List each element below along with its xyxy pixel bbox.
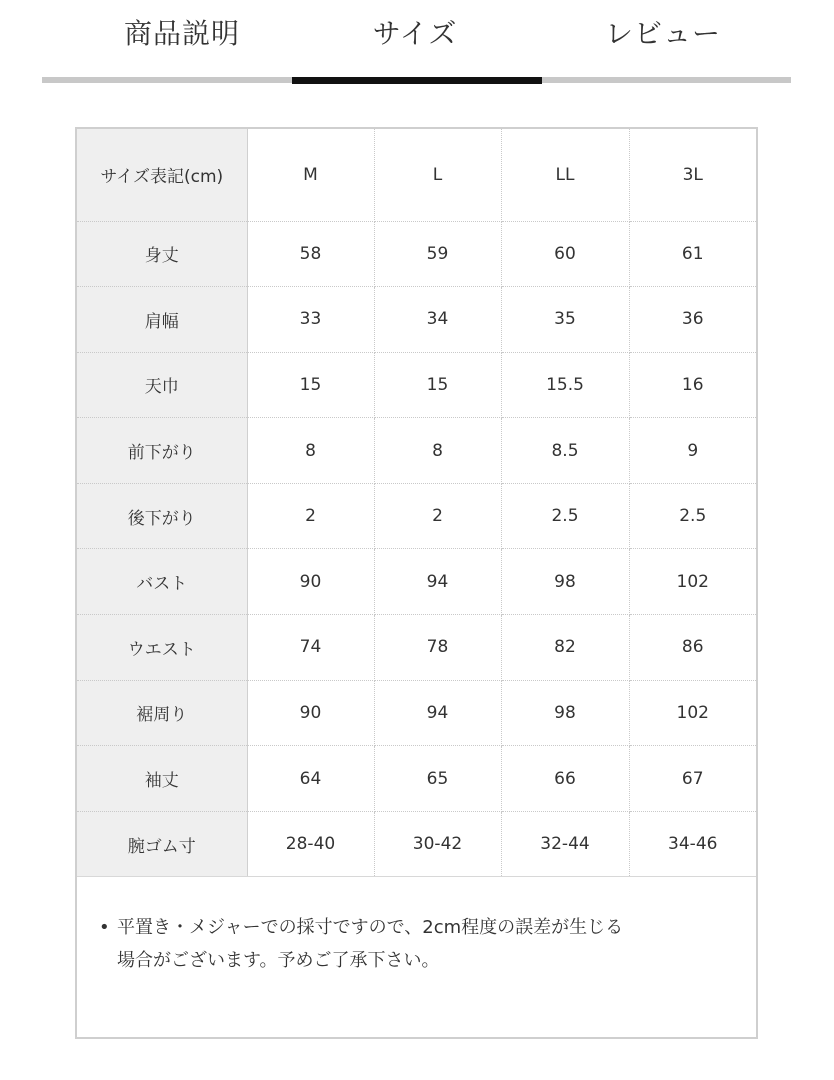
size-panel bbox=[75, 127, 758, 1039]
row-label: 身丈 bbox=[77, 221, 247, 287]
row-label: 腕ゴム寸 bbox=[77, 811, 247, 877]
note-bullet: • bbox=[99, 917, 110, 938]
tab-product-description[interactable]: 商品説明 bbox=[123, 17, 240, 50]
table-cell: 65 bbox=[374, 746, 501, 812]
table-cell: 28-40 bbox=[247, 811, 374, 877]
row-label: 袖丈 bbox=[77, 746, 247, 812]
table-cell: 2.5 bbox=[501, 483, 629, 549]
row-label: 後下がり bbox=[77, 483, 247, 549]
table-cell: 98 bbox=[501, 549, 629, 615]
tab-bar bbox=[0, 0, 834, 90]
table-row bbox=[77, 483, 756, 549]
row-label: ウエスト bbox=[77, 615, 247, 681]
tab-size[interactable]: サイズ bbox=[372, 17, 458, 50]
table-cell: 9 bbox=[629, 418, 756, 484]
table-row bbox=[77, 549, 756, 615]
table-cell: 33 bbox=[247, 287, 374, 353]
table-cell: 74 bbox=[247, 615, 374, 681]
size-header-m: M bbox=[247, 129, 374, 221]
table-cell: 98 bbox=[501, 680, 629, 746]
table-cell: 15.5 bbox=[501, 352, 629, 418]
table-cell: 34-46 bbox=[629, 811, 756, 877]
table-header-row bbox=[77, 129, 756, 221]
table-cell: 102 bbox=[629, 680, 756, 746]
table-row bbox=[77, 418, 756, 484]
row-label: 肩幅 bbox=[77, 287, 247, 353]
table-row bbox=[77, 746, 756, 812]
measurement-note bbox=[99, 911, 727, 977]
table-cell: 94 bbox=[374, 680, 501, 746]
table-cell: 86 bbox=[629, 615, 756, 681]
size-header-ll: LL bbox=[501, 129, 629, 221]
table-cell: 30-42 bbox=[374, 811, 501, 877]
table-cell: 16 bbox=[629, 352, 756, 418]
table-cell: 36 bbox=[629, 287, 756, 353]
table-cell: 35 bbox=[501, 287, 629, 353]
size-table bbox=[77, 129, 756, 877]
note-line-2: 場合がございます。予めご了承下さい。 bbox=[117, 950, 440, 971]
table-row bbox=[77, 680, 756, 746]
row-label: バスト bbox=[77, 549, 247, 615]
table-cell: 8.5 bbox=[501, 418, 629, 484]
table-cell: 64 bbox=[247, 746, 374, 812]
table-cell: 66 bbox=[501, 746, 629, 812]
row-label: 天巾 bbox=[77, 352, 247, 418]
table-cell: 15 bbox=[247, 352, 374, 418]
row-label: 前下がり bbox=[77, 418, 247, 484]
table-row bbox=[77, 615, 756, 681]
table-cell: 82 bbox=[501, 615, 629, 681]
table-row bbox=[77, 221, 756, 287]
table-cell: 90 bbox=[247, 680, 374, 746]
table-cell: 67 bbox=[629, 746, 756, 812]
table-row bbox=[77, 811, 756, 877]
table-cell: 2 bbox=[247, 483, 374, 549]
table-cell: 32-44 bbox=[501, 811, 629, 877]
size-header-3l: 3L bbox=[629, 129, 756, 221]
table-cell: 2.5 bbox=[629, 483, 756, 549]
table-cell: 59 bbox=[374, 221, 501, 287]
table-cell: 94 bbox=[374, 549, 501, 615]
table-cell: 58 bbox=[247, 221, 374, 287]
row-label: 裾周り bbox=[77, 680, 247, 746]
tab-review[interactable]: レビュー bbox=[604, 17, 721, 50]
active-tab-indicator bbox=[292, 77, 542, 84]
table-cell: 34 bbox=[374, 287, 501, 353]
table-cell: 8 bbox=[374, 418, 501, 484]
table-cell: 78 bbox=[374, 615, 501, 681]
table-row bbox=[77, 287, 756, 353]
table-cell: 61 bbox=[629, 221, 756, 287]
note-line-1: 平置き・メジャーでの採寸ですので、2cm程度の誤差が生じる bbox=[117, 917, 624, 938]
header-label-cell: サイズ表記(cm) bbox=[77, 129, 247, 221]
table-cell: 60 bbox=[501, 221, 629, 287]
table-cell: 15 bbox=[374, 352, 501, 418]
table-cell: 102 bbox=[629, 549, 756, 615]
table-cell: 8 bbox=[247, 418, 374, 484]
table-row bbox=[77, 352, 756, 418]
table-cell: 90 bbox=[247, 549, 374, 615]
table-cell: 2 bbox=[374, 483, 501, 549]
size-header-l: L bbox=[374, 129, 501, 221]
